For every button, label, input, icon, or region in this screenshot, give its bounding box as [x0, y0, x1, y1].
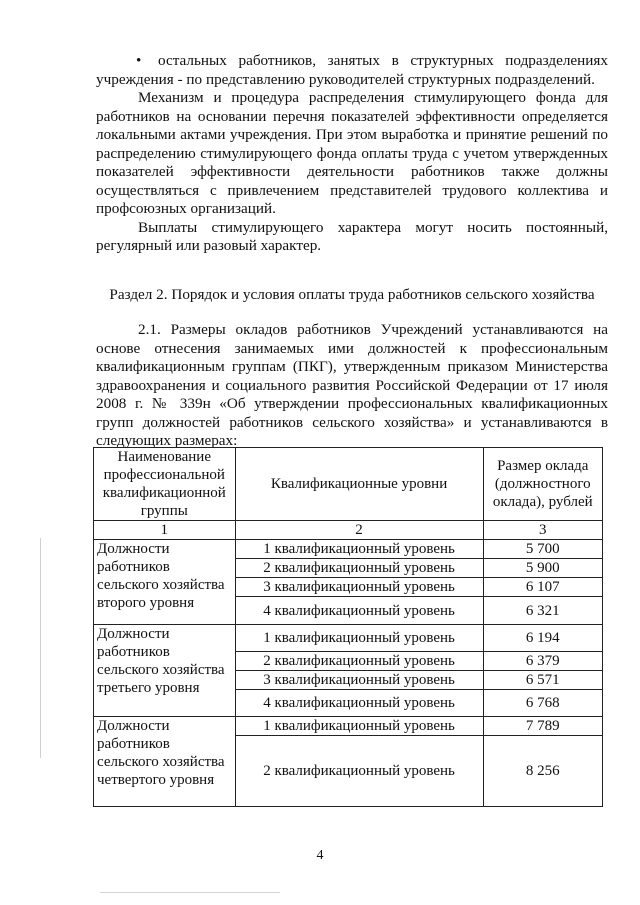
- salary-value: 5 700: [483, 540, 602, 559]
- table-number-row: [94, 521, 603, 540]
- payments-paragraph: Выплаты стимулирующего характера могут носить постоянный, регулярный или разовый характер.: [96, 218, 608, 254]
- header-qualification-levels: Квалификационные уровни: [235, 448, 483, 521]
- column-number-3: 3: [483, 521, 602, 540]
- salary-value: 6 379: [483, 652, 602, 671]
- group-name-third-level: Должности работников сельского хозяйства третьего уровня: [94, 625, 236, 717]
- header-salary: Размер оклада (должностного оклада), рублей: [483, 448, 602, 521]
- qualification-level: 3 квалификационный уровень: [235, 671, 483, 690]
- salary-value: 6 768: [483, 690, 602, 717]
- group-name-second-level: Должности работников сельского хозяйства второго уровня: [94, 540, 236, 625]
- salary-value: 8 256: [483, 736, 602, 807]
- qualification-level: 2 квалификационный уровень: [235, 736, 483, 807]
- scan-bottom-line: [100, 892, 280, 893]
- salary-value: 6 107: [483, 578, 602, 597]
- column-number-1: 1: [94, 521, 236, 540]
- column-number-2: 2: [235, 521, 483, 540]
- qualification-level: 2 квалификационный уровень: [235, 652, 483, 671]
- bullet-paragraph: [96, 52, 608, 89]
- qualification-level: 4 квалификационный уровень: [235, 597, 483, 625]
- mechanism-paragraph: Механизм и процедура распределения стимулирующего фонда для работников на основании перечня показателей эффективности определяется локальными актами учреждения. При этом выработка и принятие решений по распределению стимулирующего фонда оплаты труда с учетом утвержденных показателей эффективности деятельности работников также должны осуществляться с привлечением представителей трудового коллектива и профсоюзных организаций.: [96, 89, 608, 217]
- scan-margin-line: [40, 538, 41, 758]
- salary-value: 6 194: [483, 625, 602, 652]
- section-heading: Раздел 2. Порядок и условия оплаты труда работников сельского хозяйства: [109, 286, 595, 303]
- salary-value: 6 571: [483, 671, 602, 690]
- salary-table: [93, 447, 603, 807]
- paragraph-2-1-block: [96, 321, 608, 451]
- salary-value: 7 789: [483, 717, 602, 736]
- header-group-name: Наименование профессиональной квалификационной группы: [94, 448, 236, 521]
- qualification-level: 1 квалификационный уровень: [235, 625, 483, 652]
- page-number: 4: [316, 848, 324, 863]
- qualification-level: 1 квалификационный уровень: [235, 717, 483, 736]
- table-row: [94, 625, 603, 652]
- table-header-row: [94, 448, 603, 521]
- bullet-icon: •: [136, 52, 142, 69]
- group-name-fourth-level: Должности работников сельского хозяйства четвертого уровня: [94, 717, 236, 807]
- salary-value: 6 321: [483, 597, 602, 625]
- text-column: [96, 52, 608, 256]
- qualification-level: 2 квалификационный уровень: [235, 559, 483, 578]
- qualification-level: 3 квалификационный уровень: [235, 578, 483, 597]
- bullet-paragraph-text: остальных работников, занятых в структурных подразделениях учреждения - по представлению руководителей структурных подразделений.: [96, 52, 608, 88]
- qualification-level: 4 квалификационный уровень: [235, 690, 483, 717]
- qualification-level: 1 квалификационный уровень: [235, 540, 483, 559]
- salary-value: 5 900: [483, 559, 602, 578]
- paragraph-2-1: 2.1. Размеры окладов работников Учреждений устанавливаются на основе отнесения занимаемых ими должностей к профессиональным квалификационным группам (ПКГ), утвержденным приказом Министерства здравоохранения и социального развития Российской Федерации от 17 июля 2008 г. № 339н «Об утверждении профессиональных квалификационных групп должностей работников сельского хозяйства» и устанавливаются в следующих размерах:: [96, 321, 608, 449]
- table-row: [94, 540, 603, 559]
- table-row: [94, 717, 603, 736]
